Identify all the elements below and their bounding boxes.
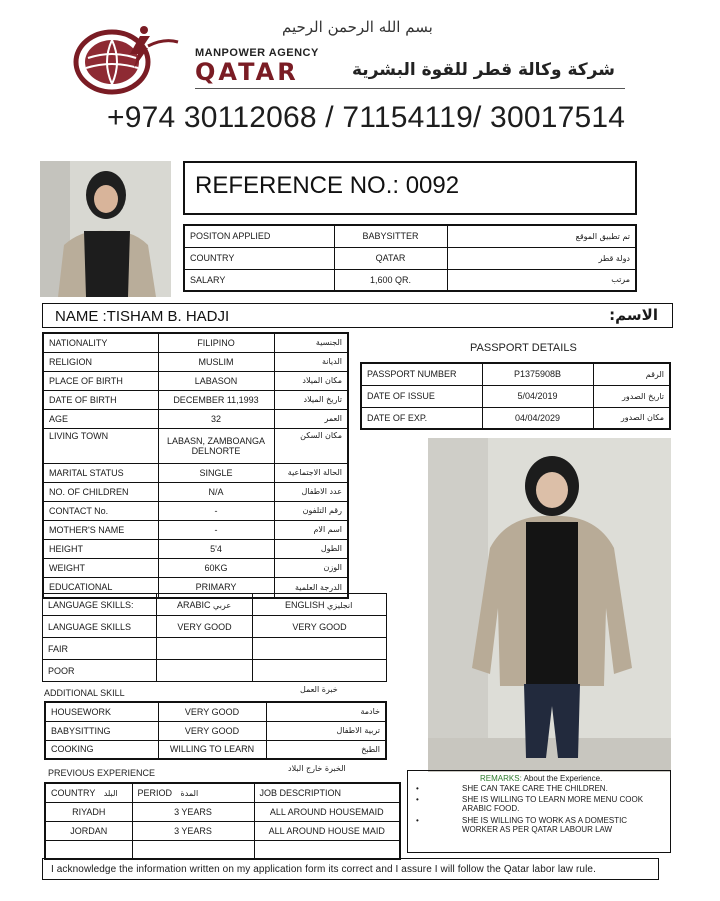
table-row (43, 463, 348, 482)
position-table (183, 224, 637, 292)
table-row (43, 333, 348, 352)
date-of-exp-label-ar: مكان الصدور (593, 407, 670, 429)
experience-table (44, 782, 401, 860)
english-skill-value: VERY GOOD (253, 616, 387, 638)
salary-label: SALARY (184, 269, 334, 291)
experience-country: JORDAN (45, 821, 132, 840)
language-table (42, 593, 387, 682)
english-label: ENGLISH (285, 599, 325, 610)
poor-english (253, 660, 387, 682)
language-skills-label: LANGUAGE SKILLS (43, 616, 157, 638)
applicant-photo-full (428, 438, 671, 772)
living-town-value: LABASN, ZAMBOANGA DELNORTE (158, 428, 274, 463)
passport-details-title: PASSPORT DETAILS (470, 342, 577, 354)
table-row (45, 702, 386, 721)
country-label-ar: دولة قطر (447, 247, 636, 269)
age-label-ar: العمر (274, 409, 348, 428)
table-row (43, 520, 348, 539)
table-row (361, 363, 670, 385)
header-divider (195, 88, 625, 89)
date-of-birth-label: DATE OF BIRTH (43, 390, 158, 409)
contact-label-ar: رقم التلفون (274, 501, 348, 520)
country-header-label: COUNTRY (51, 787, 96, 798)
place-of-birth-value: LABASON (158, 371, 274, 390)
arabic-label-ar: عربي (213, 600, 232, 610)
weight-label-ar: الوزن (274, 558, 348, 577)
table-row (45, 783, 400, 802)
education-label-ar: الدرجة العلمية (274, 577, 348, 598)
remark-text: SHE CAN TAKE CARE THE CHILDREN. (462, 784, 608, 793)
marital-status-label: MARITAL STATUS (43, 463, 158, 482)
education-value: PRIMARY (158, 577, 274, 598)
age-value: 32 (158, 409, 274, 428)
nationality-value: FILIPINO (158, 333, 274, 352)
english-label-ar: انجليزي (327, 600, 353, 610)
nationality-label-ar: الجنسية (274, 333, 348, 352)
children-value: N/A (158, 482, 274, 501)
table-row (45, 802, 400, 821)
cooking-label: COOKING (45, 740, 158, 759)
previous-experience-label-ar: الخبرة خارج البلاد (288, 764, 346, 773)
table-row (43, 428, 348, 463)
height-value: 5'4 (158, 539, 274, 558)
remarks-box (407, 770, 671, 853)
table-row (45, 740, 386, 759)
bismillah-calligraphy: بسم الله الرحمن الرحيم (282, 18, 433, 36)
position-label-ar: تم تطبيق الموقع (447, 225, 636, 247)
children-label-ar: عدد الاطفال (274, 482, 348, 501)
fair-arabic (157, 638, 253, 660)
experience-empty (132, 840, 254, 859)
applicant-photo-small (40, 161, 171, 297)
table-row (361, 385, 670, 407)
weight-value: 60KG (158, 558, 274, 577)
date-of-exp-value: 04/04/2029 (482, 407, 593, 429)
acknowledgement-box (42, 858, 659, 880)
poor-label: POOR (43, 660, 157, 682)
date-of-birth-value: DECEMBER 11,1993 (158, 390, 274, 409)
agency-name-arabic: شركة وكالة قطر للقوة البشرية (352, 60, 615, 80)
position-value: BABYSITTER (334, 225, 447, 247)
remarks-title-rest: About the Experience. (521, 774, 603, 783)
table-row (43, 371, 348, 390)
job-description-header: JOB DESCRIPTION (254, 783, 400, 802)
acknowledgement-text: I acknowledge the information written on my application form its correct and I assure I will follow the Qatar labor law rule. (51, 864, 596, 875)
country-label: COUNTRY (184, 247, 334, 269)
experience-job: ALL AROUND HOUSE MAID (254, 821, 400, 840)
country-value: QATAR (334, 247, 447, 269)
agency-name-big: QATAR (195, 58, 299, 86)
country-header-ar: البلد (103, 788, 118, 798)
mothers-name-value: - (158, 520, 274, 539)
period-header-ar: المدة (180, 788, 199, 798)
height-label-ar: الطول (274, 539, 348, 558)
table-row (184, 269, 636, 291)
religion-label-ar: الديانة (274, 352, 348, 371)
table-row (361, 407, 670, 429)
table-row (43, 482, 348, 501)
table-row (45, 821, 400, 840)
table-row (43, 539, 348, 558)
table-row (43, 501, 348, 520)
period-header-label: PERIOD (137, 787, 173, 798)
reference-box (183, 161, 637, 215)
babysitting-value: VERY GOOD (158, 721, 266, 740)
table-row (43, 594, 387, 616)
phone-numbers: +974 30112068 / 71154119/ 30017514 (107, 101, 626, 134)
passport-number-label: PASSPORT NUMBER (361, 363, 482, 385)
remark-item: • SHE IS WILLING TO WORK AS A DOMESTIC WORKER AS PER QATAR LABOUR LAW (416, 816, 666, 834)
arabic-label: ARABIC (177, 599, 211, 610)
date-of-issue-label-ar: تاريخ الصدور (593, 385, 670, 407)
passport-number-value: P1375908B (482, 363, 593, 385)
personal-details-table (42, 332, 349, 599)
date-of-issue-value: 5/04/2019 (482, 385, 593, 407)
table-row (43, 660, 387, 682)
education-label: EDUCATIONAL (43, 577, 158, 598)
fair-english (253, 638, 387, 660)
country-header (45, 783, 132, 802)
remark-item: • SHE CAN TAKE CARE THE CHILDREN. (416, 784, 666, 793)
remarks-title (480, 774, 602, 783)
children-label: NO. OF CHILDREN (43, 482, 158, 501)
cooking-value: WILLING TO LEARN (158, 740, 266, 759)
religion-value: MUSLIM (158, 352, 274, 371)
remark-item: • SHE IS WILLING TO LEARN MORE MENU COOK ARABIC FOOD. (416, 795, 666, 813)
table-row (45, 721, 386, 740)
reference-number: REFERENCE NO.: 0092 (195, 172, 460, 199)
position-label: POSITON APPLIED (184, 225, 334, 247)
weight-label: WEIGHT (43, 558, 158, 577)
living-town-label-ar: مكان السكن (274, 428, 348, 463)
contact-value: - (158, 501, 274, 520)
experience-job: ALL AROUND HOUSEMAID (254, 802, 400, 821)
height-label: HEIGHT (43, 539, 158, 558)
english-header (253, 594, 387, 616)
agency-name-small: MANPOWER AGENCY (195, 47, 319, 59)
age-label: AGE (43, 409, 158, 428)
table-row (45, 840, 400, 859)
table-row (43, 558, 348, 577)
applicant-name: NAME :TISHAM B. HADJI (55, 308, 230, 325)
additional-skill-table (44, 701, 387, 760)
religion-label: RELIGION (43, 352, 158, 371)
housework-value: VERY GOOD (158, 702, 266, 721)
passport-table (360, 362, 671, 430)
fair-label: FAIR (43, 638, 157, 660)
salary-value: 1,600 QR. (334, 269, 447, 291)
marital-status-value: SINGLE (158, 463, 274, 482)
contact-label: CONTACT No. (43, 501, 158, 520)
language-header-label: LANGUAGE SKILLS: (43, 594, 157, 616)
table-row (43, 616, 387, 638)
date-of-birth-label-ar: تاريخ الميلاد (274, 390, 348, 409)
marital-status-label-ar: الحالة الاجتماعية (274, 463, 348, 482)
remark-text: SHE IS WILLING TO WORK AS A DOMESTIC WORKER AS PER QATAR LABOUR LAW (462, 816, 628, 834)
additional-skill-label: ADDITIONAL SKILL (44, 688, 125, 698)
experience-empty (45, 840, 132, 859)
mothers-name-label: MOTHER'S NAME (43, 520, 158, 539)
nationality-label: NATIONALITY (43, 333, 158, 352)
remark-text: SHE IS WILLING TO LEARN MORE MENU COOK ARABIC FOOD. (462, 795, 644, 813)
salary-label-ar: مرتب (447, 269, 636, 291)
mothers-name-label-ar: اسم الام (274, 520, 348, 539)
babysitting-label-ar: تربية الاطفال (266, 721, 386, 740)
cooking-label-ar: الطبخ (266, 740, 386, 759)
table-row (184, 247, 636, 269)
table-row (43, 390, 348, 409)
previous-experience-label: PREVIOUS EXPERIENCE (48, 768, 156, 778)
experience-period: 3 YEARS (132, 802, 254, 821)
housework-label-ar: خادمة (266, 702, 386, 721)
place-of-birth-label: PLACE OF BIRTH (43, 371, 158, 390)
table-row (43, 638, 387, 660)
table-row (184, 225, 636, 247)
table-row (43, 409, 348, 428)
remarks-title-bold: REMARKS: (480, 774, 522, 783)
living-town-label: LIVING TOWN (43, 428, 158, 463)
experience-country: RIYADH (45, 802, 132, 821)
name-box (42, 303, 673, 328)
agency-logo (72, 24, 184, 96)
table-row (43, 352, 348, 371)
date-of-issue-label: DATE OF ISSUE (361, 385, 482, 407)
period-header (132, 783, 254, 802)
date-of-exp-label: DATE OF EXP. (361, 407, 482, 429)
passport-number-label-ar: الرقم (593, 363, 670, 385)
arabic-header (157, 594, 253, 616)
experience-empty (254, 840, 400, 859)
poor-arabic (157, 660, 253, 682)
experience-period: 3 YEARS (132, 821, 254, 840)
place-of-birth-label-ar: مكان الميلاد (274, 371, 348, 390)
arabic-skill-value: VERY GOOD (157, 616, 253, 638)
babysitting-label: BABYSITTING (45, 721, 158, 740)
applicant-name-ar: الاسم: (609, 306, 658, 324)
additional-skill-label-ar: خبرة العمل (300, 685, 338, 694)
housework-label: HOUSEWORK (45, 702, 158, 721)
